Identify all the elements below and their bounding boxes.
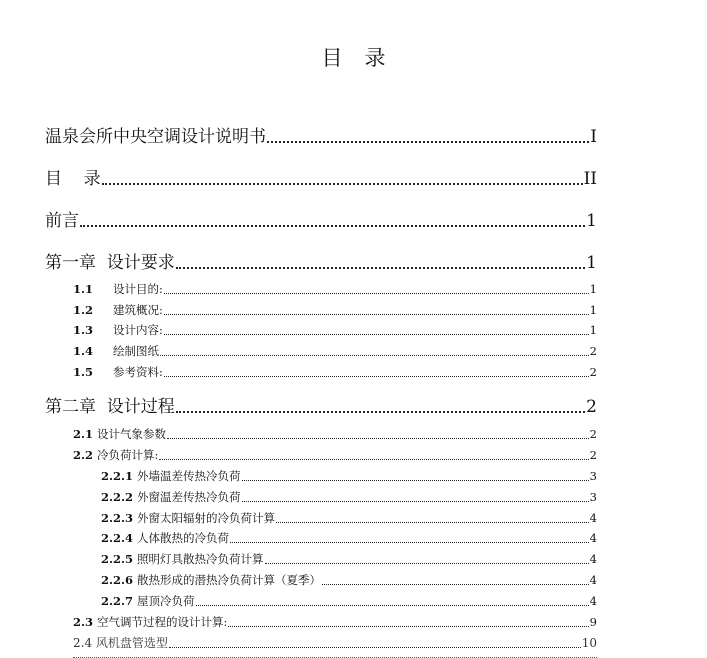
- dot-leader: [228, 626, 588, 627]
- toc-entry[interactable]: 1.1 设计目的: 1: [73, 282, 597, 296]
- toc-entry[interactable]: 2.2 冷负荷计算: 2: [73, 448, 597, 462]
- toc-entry[interactable]: 2.2.4 人体散热的冷负荷 4: [101, 531, 597, 545]
- toc-entry[interactable]: 2.2.6 散热形成的潜热冷负荷计算（夏季） 4: [101, 573, 597, 587]
- dot-leader: [164, 334, 589, 335]
- dot-leader: [322, 584, 589, 585]
- dot-leader: [164, 314, 589, 315]
- toc-entry[interactable]: 2.1 设计气象参数 2: [73, 427, 597, 441]
- toc-entry[interactable]: 2.3 空气调节过程的设计计算: 9: [73, 615, 597, 629]
- toc-entry[interactable]: 1.5 参考资料: 2: [73, 365, 597, 379]
- dot-leader: [176, 267, 585, 269]
- toc-entry[interactable]: 1.3 设计内容: 1: [73, 323, 597, 337]
- dot-leader: [160, 355, 589, 356]
- dot-leader: [267, 141, 589, 143]
- toc-entry[interactable]: 温泉会所中央空调设计说明书 I: [45, 127, 597, 147]
- dot-leader: [169, 647, 581, 648]
- dot-leader: [80, 225, 585, 227]
- toc-entry[interactable]: 2.4 风机盘管选型 10: [73, 636, 597, 650]
- toc-chapter[interactable]: 第一章 设计要求 1: [45, 253, 597, 273]
- toc-entry[interactable]: 1.2 建筑概况: 1: [73, 303, 597, 317]
- toc-entry[interactable]: 2.2.1 外墙温差传热冷负荷 3: [101, 469, 597, 483]
- dot-leader: [176, 411, 585, 413]
- page-title: 目 录: [321, 46, 386, 70]
- dot-leader: [159, 459, 588, 460]
- toc-entry[interactable]: 1.4 绘制图纸 2: [73, 344, 597, 358]
- dot-leader: [242, 480, 589, 481]
- dot-leader: [196, 605, 589, 606]
- cut-off-next-entry: [73, 652, 597, 658]
- toc-entry[interactable]: 2.2.2 外窗温差传热冷负荷 3: [101, 490, 597, 504]
- toc-entry[interactable]: 2.2.5 照明灯具散热冷负荷计算 4: [101, 552, 597, 566]
- dot-leader: [230, 542, 589, 543]
- dot-leader: [164, 293, 589, 294]
- toc-entry[interactable]: 前言 1: [45, 211, 597, 231]
- dot-leader: [102, 183, 583, 185]
- dot-leader: [265, 563, 589, 564]
- dot-leader: [242, 501, 589, 502]
- dot-leader: [167, 438, 589, 439]
- toc-chapter[interactable]: 第二章 设计过程 2: [45, 397, 597, 417]
- toc-entry[interactable]: 目 录 II: [45, 169, 597, 189]
- dot-leader: [164, 376, 589, 377]
- toc-entry[interactable]: 2.2.7 屋顶冷负荷 4: [101, 594, 597, 608]
- dot-leader: [276, 522, 589, 523]
- toc-entry[interactable]: 2.2.3 外窗太阳辐射的冷负荷计算 4: [101, 511, 597, 525]
